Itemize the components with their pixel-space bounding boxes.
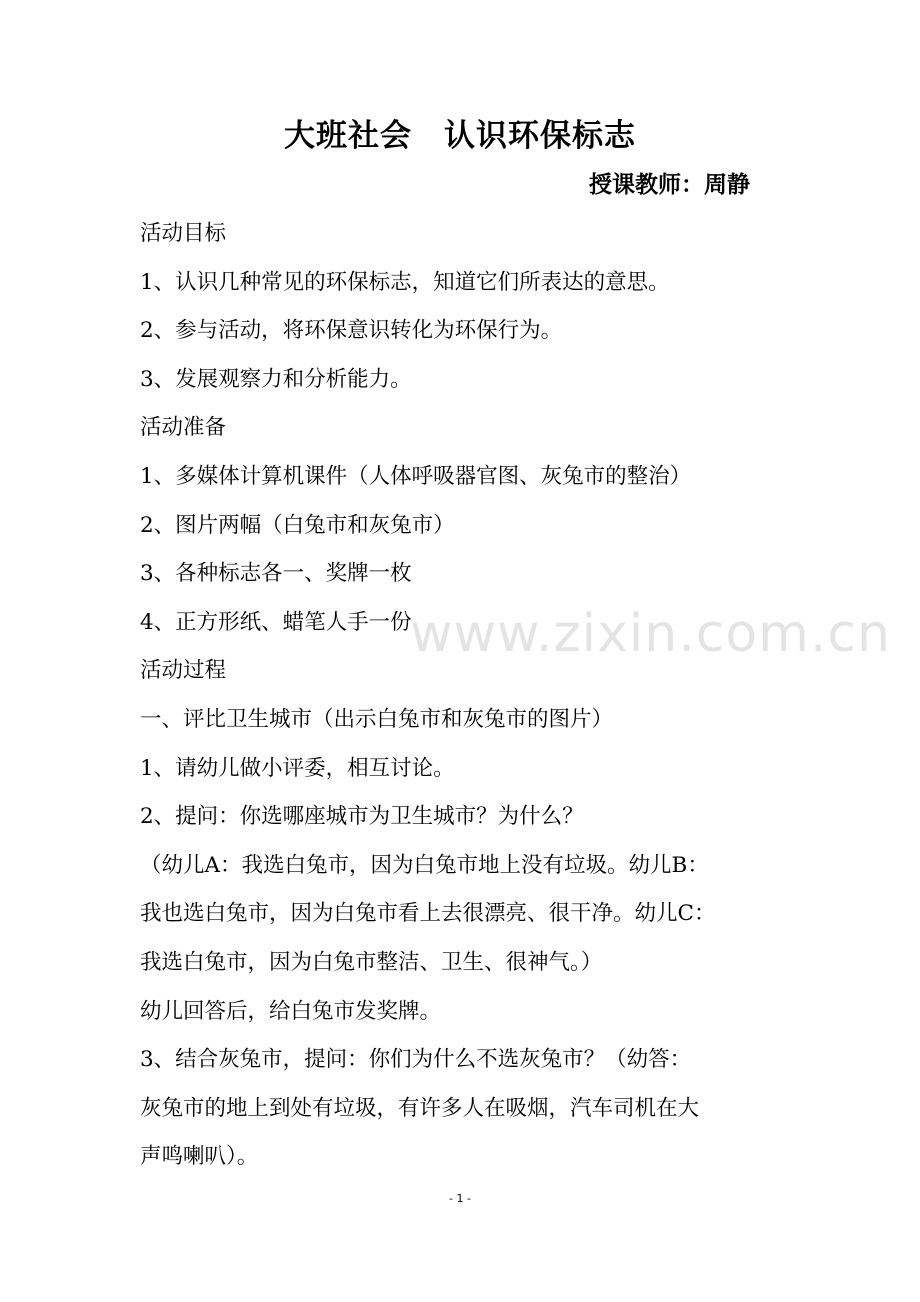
document-body xyxy=(140,210,790,1182)
watermark: www.zixin.com.cn xyxy=(410,604,891,664)
page-number: - 1 - xyxy=(449,1192,471,1205)
section-heading-objectives: 活动目标 xyxy=(140,221,227,246)
teacher-line: 授课教师：周静 xyxy=(589,172,750,198)
process-item-3-line-1: 3、结合灰兔市，提问：你们为什么不选灰兔市？（幼答： xyxy=(140,1047,692,1073)
child-answer-line-3: 我选白兔市，因为白兔市整洁、卫生、很神气。） xyxy=(140,949,603,975)
objective-item-2: 2、参与活动，将环保意识转化为环保行为。 xyxy=(140,318,563,344)
preparation-item-3: 3、各种标志各一、奖牌一枚 xyxy=(140,561,412,587)
preparation-item-2: 2、图片两幅（白兔市和灰兔市） xyxy=(140,512,455,538)
section-heading-process: 活动过程 xyxy=(140,658,227,684)
objective-item-1: 1、认识几种常见的环保标志，知道它们所表达的意思。 xyxy=(140,269,670,295)
process-item-2: 2、提问：你选哪座城市为卫生城市？为什么？ xyxy=(140,804,584,830)
objective-item-3: 3、发展观察力和分析能力。 xyxy=(140,366,412,392)
child-answer-line-1: （幼儿A：我选白兔市，因为白兔市地上没有垃圾。幼儿B： xyxy=(140,852,709,878)
section-heading-preparation: 活动准备 xyxy=(140,415,227,441)
process-step-1-heading: 一、评比卫生城市（出示白兔市和灰兔市的图片） xyxy=(140,706,614,732)
preparation-item-1: 1、多媒体计算机课件（人体呼吸器官图、灰兔市的整治） xyxy=(140,463,692,489)
document-title: 大班社会 认识环保标志 xyxy=(284,118,636,154)
process-item-3-line-3: 声鸣喇叭）。 xyxy=(140,1144,259,1170)
process-item-1: 1、请幼儿做小评委，相互讨论。 xyxy=(140,755,455,781)
preparation-item-4: 4、正方形纸、蜡笔人手一份 xyxy=(140,609,412,635)
child-answer-line-2: 我也选白兔市，因为白兔市看上去很漂亮、很干净。幼儿C： xyxy=(140,901,716,927)
process-item-3-line-2: 灰兔市的地上到处有垃圾，有许多人在吸烟，汽车司机在大 xyxy=(140,1095,700,1121)
award-line: 幼儿回答后，给白兔市发奖牌。 xyxy=(140,998,442,1024)
